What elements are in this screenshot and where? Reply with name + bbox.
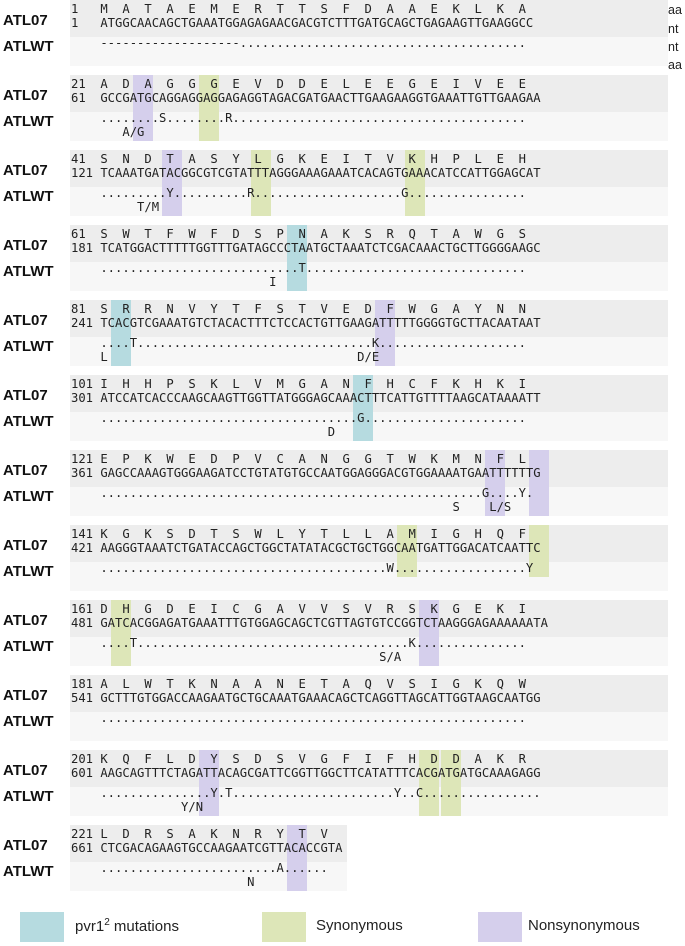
nucleotide-sequence: 421 AAGGGTAAATCTGATACCAGCTGGCTATATACGCTGCTGGCAATGATTGGACATCAATTC — [71, 541, 541, 555]
legend-label-nonsynonymous: Nonsynonymous — [528, 917, 640, 934]
nucleotide-sequence: 241 TCACGTCGAAATGTCTACACTTTCTCCACTGTTGAAGATTTTTGGGGTGCTTACAATAAT — [71, 316, 541, 330]
nucleotide-sequence: 361 GAGCCAAAGTGGGAAGATCCTGTATGTGCCAATGGAGGGACGTGGAAAATGAATTTTTTG — [71, 466, 541, 480]
amino-acid-sequence: 121 E P K W E D P V C A N G G T W K M N F L — [71, 452, 526, 466]
row-label-wildtype: ATLWT — [3, 38, 54, 55]
row-label-reference: ATL07 — [3, 687, 48, 704]
row-label-reference: ATL07 — [3, 537, 48, 554]
nucleotide-sequence: 121 TCAAATGATACGGCGTCGTATTTAGGGAAAGAAATCACAGTGAAACATCCATTGGAGCAT — [71, 166, 541, 180]
legend-label-pvr: $pvr1^2$ mutations — [75, 917, 179, 935]
alignment-block — [0, 825, 685, 891]
row-label-wildtype: ATLWT — [3, 713, 54, 730]
row-label-wildtype: ATLWT — [3, 788, 54, 805]
wildtype-sequence: .......................................................... — [71, 711, 526, 725]
row-label-reference: ATL07 — [3, 12, 48, 29]
row-label-wildtype: ATLWT — [3, 188, 54, 205]
wildtype-sequence: ....T.....................................K............... — [71, 636, 526, 650]
row-label-wildtype: ATLWT — [3, 413, 54, 430]
amino-acid-sequence: 81 S R R N V Y T F S T V E D F W G A Y N N — [71, 302, 526, 316]
nt-unit-label-2: nt — [668, 40, 679, 54]
nucleotide-sequence: 1 ATGGCAACAGCTGAAATGGAGAGAACGACGTCTTTGATGCAGCTGAGAAGTTGAAGGCC — [71, 16, 534, 30]
alignment-block — [0, 525, 685, 591]
alignment-block — [0, 675, 685, 741]
nucleotide-sequence: 61 GCCGATGCAGGAGGAGGAGAGGTAGACGATGAACTTGAAGAAGGTGAAATTGTTGAAGAA — [71, 91, 541, 105]
nucleotide-sequence: 301 ATCCATCACCCAAGCAAGTTGGTTATGGGAGCAAACTTTCATTGTTTTAAGCATAAAATT — [71, 391, 541, 405]
amino-acid-sequence: 141 K G K S D T S W L Y T L L A M I G H Q F — [71, 527, 526, 541]
substitution-annotation: D — [71, 425, 336, 439]
alignment-block — [0, 750, 685, 816]
alignment-block — [0, 0, 685, 66]
amino-acid-sequence: 101 I H H P S K L V M G A N F H C F K H K I — [71, 377, 526, 391]
wildtype-sequence: ........S........R........................................ — [71, 111, 526, 125]
nucleotide-sequence: 181 TCATGGACTTTTTGGTTTGATAGCCCTAATGCTAAATCTCGACAAACTGCTTGGGGAAGC — [71, 241, 541, 255]
row-label-wildtype: ATLWT — [3, 263, 54, 280]
wildtype-sequence: ....................................................G....Y. — [71, 486, 534, 500]
row-label-reference: ATL07 — [3, 762, 48, 779]
amino-acid-sequence: 181 A L W T K N A A N E T A Q V S I G K Q W — [71, 677, 526, 691]
substitution-annotation: T/M — [71, 200, 160, 214]
row-label-reference: ATL07 — [3, 837, 48, 854]
row-label-wildtype: ATLWT — [3, 338, 54, 355]
legend-label-synonymous: Synonymous — [316, 917, 403, 934]
amino-acid-sequence: 41 S N D T A S Y L G K E I T V K H P L E H — [71, 152, 526, 166]
row-label-reference: ATL07 — [3, 387, 48, 404]
row-label-reference: ATL07 — [3, 237, 48, 254]
amino-acid-sequence: 1 M A T A E M E R T T S F D A A E K L K A — [71, 2, 526, 16]
substitution-annotation: Y/N — [71, 800, 204, 814]
wildtype-sequence: .........Y..........R....................G................ — [71, 186, 526, 200]
nucleotide-sequence: 541 GCTTTGTGGACCAAGAATGCTGCAAATGAAACAGCTCAGGTTAGCATTGGTAAGCAATGG — [71, 691, 541, 705]
nucleotide-sequence: 601 AAGCAGTTTCTAGATTACAGCGATTCGGTTGGCTTCATATTTCACGATGATGCAAAGAGG — [71, 766, 541, 780]
nucleotide-sequence: 481 GATCACGGAGATGAAATTTGTGGAGCAGCTCGTTAGTGTCCGGTCTAAGGGAGAAAAAATA — [71, 616, 548, 630]
alignment-block — [0, 300, 685, 366]
substitution-annotation: N — [71, 875, 255, 889]
substitution-annotation: L D/E — [71, 350, 380, 364]
row-label-reference: ATL07 — [3, 612, 48, 629]
wildtype-sequence: ........................A...... — [71, 861, 328, 875]
amino-acid-sequence: 161 D H G D E I C G A V V S V R S K G E K I — [71, 602, 526, 616]
amino-acid-sequence: 221 L D R S A K N R Y T V — [71, 827, 328, 841]
amino-acid-sequence: 21 A D A G G G E V D D E L E E G E I V E E — [71, 77, 526, 91]
wildtype-sequence: .......................................W..................Y — [71, 561, 534, 575]
alignment-block — [0, 75, 685, 141]
substitution-annotation: I — [71, 275, 277, 289]
nucleotide-sequence: 661 CTCGACAGAAGTGCCAAGAATCGTTACACCGTA — [71, 841, 343, 855]
wildtype-sequence: ....T................................K.................... — [71, 336, 526, 350]
legend-swatch-pvr — [20, 912, 64, 942]
wildtype-sequence: ...........................T.............................. — [71, 261, 526, 275]
nt-unit-label: nt — [668, 22, 679, 36]
aa-unit-label: aa — [668, 3, 682, 17]
legend-swatch-synonymous — [262, 912, 306, 942]
nonsynonymous-highlight — [529, 450, 549, 516]
substitution-annotation: A/G — [71, 125, 145, 139]
alignment-block — [0, 150, 685, 216]
amino-acid-sequence: 201 K Q F L D Y S D S V G F I F H D D A K R — [71, 752, 526, 766]
substitution-annotation: S/A — [71, 650, 402, 664]
row-label-wildtype: ATLWT — [3, 563, 54, 580]
amino-acid-sequence: 61 S W T F W F D S P N A K S R Q T A W G S — [71, 227, 526, 241]
row-label-wildtype: ATLWT — [3, 488, 54, 505]
wildtype-sequence: ...................................G...................... — [71, 411, 526, 425]
substitution-annotation: S L/S — [71, 500, 512, 514]
alignment-block — [0, 225, 685, 291]
row-label-wildtype: ATLWT — [3, 863, 54, 880]
wildtype-sequence: ...............Y.T......................Y..C................ — [71, 786, 541, 800]
row-label-reference: ATL07 — [3, 312, 48, 329]
alignment-block — [0, 450, 685, 516]
row-label-reference: ATL07 — [3, 462, 48, 479]
alignment-block — [0, 600, 685, 666]
wildtype-sequence: -------------------....................................... — [71, 36, 526, 50]
row-label-wildtype: ATLWT — [3, 638, 54, 655]
row-label-wildtype: ATLWT — [3, 113, 54, 130]
legend-swatch-nonsynonymous — [478, 912, 522, 942]
row-label-reference: ATL07 — [3, 87, 48, 104]
aa-unit-label-2: aa — [668, 58, 682, 72]
alignment-block — [0, 375, 685, 441]
row-label-reference: ATL07 — [3, 162, 48, 179]
